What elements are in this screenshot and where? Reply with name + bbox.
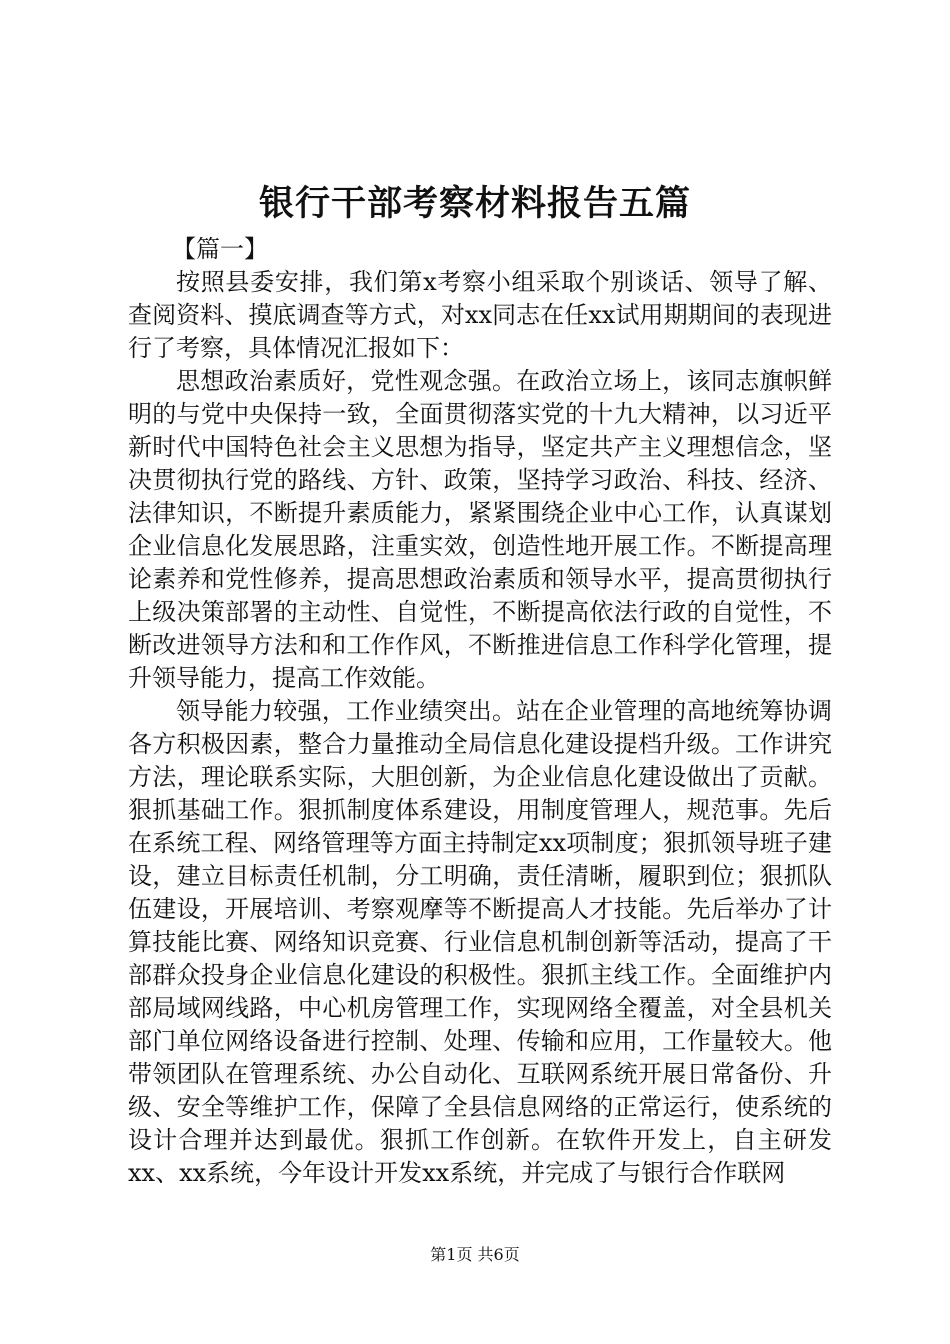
page-number-footer: 第1页 共6页 (430, 1245, 520, 1264)
paragraph-political-quality: 思想政治素质好，党性观念强。在政治立场上，该同志旗帜鲜明的与党中央保持一致，全面贯彻落实党的十九大精神，以习近平新时代中国特色社会主义思想为指导，坚定共产主义理想信念，坚决贯彻执行党的路线、方针、政策，坚持学习政治、科技、经济、法律知识，不断提升素质能力，紧紧围绕企业中心工作，认真谋划企业信息化发展思路，注重实效，创造性地开展工作。不断提高理论素养和党性修养，提高思想政治素质和领导水平，提高贯彻执行上级决策部署的主动性、自觉性，不断提高依法行政的自觉性，不断改进领导方法和和工作作风，不断推进信息工作科学化管理，提升领导能力，提高工作效能。 (128, 367, 832, 692)
section-label: 【篇一】 (172, 235, 268, 263)
paragraph-leadership-ability: 领导能力较强，工作业绩突出。站在企业管理的高地统筹协调各方积极因素，整合力量推动全局信息化建设提档升级。工作讲究方法，理论联系实际，大胆创新，为企业信息化建设做出了贡献。狠抓基础工作。狠抓制度体系建设，用制度管理人，规范事。先后在系统工程、网络管理等方面主持制定xx项制度；狠抓领导班子建设，建立目标责任机制，分工明确，责任清晰，履职到位；狠抓队伍建设，开展培训、考察观摩等不断提高人才技能。先后举办了计算技能比赛、网络知识竞赛、行业信息机制创新等活动，提高了干部群众投身企业信息化建设的积极性。狠抓主线工作。全面维护内部局域网线路，中心机房管理工作，实现网络全覆盖，对全县机关部门单位网络设备进行控制、处理、传输和应用，工作量较大。他带领团队在管理系统、办公自动化、互联网系统开展日常备份、升级、安全等维护工作，保障了全县信息网络的正常运行，使系统的设计合理并达到最优。狠抓工作创新。在软件开发上，自主研发xx、xx系统，今年设计开发xx系统，并完成了与银行合作联网 (128, 697, 832, 1187)
document-body (128, 233, 832, 1190)
paragraph-intro: 按照县委安排，我们第x考察小组采取个别谈话、领导了解、查阅资料、摸底调查等方式，对xx同志在任xx试用期期间的表现进行了考察，具体情况汇报如下： (128, 268, 832, 362)
document-title: 银行干部考察材料报告五篇 (258, 183, 691, 224)
